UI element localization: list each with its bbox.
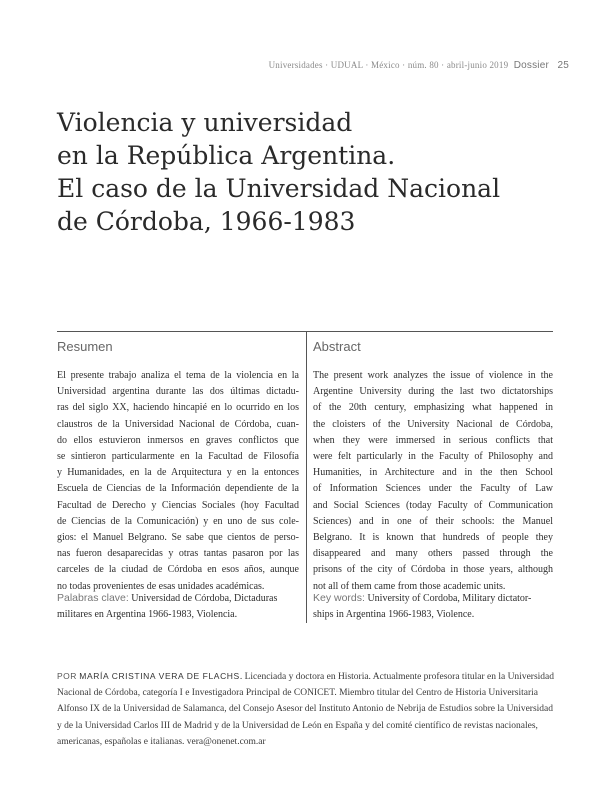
keywords-label: Palabras clave:: [57, 592, 129, 604]
abstract-columns: [57, 331, 553, 623]
text-line: carceles de la ciudad de Córdoba en esos años, aunque: [57, 564, 299, 576]
text-line: disappeared and many others passed through the: [313, 548, 553, 560]
text-line: El presente trabajo analiza el tema de la violencia en la: [57, 370, 299, 381]
keywords-text: militares en Argentina 1966-1983, Violencia.: [57, 609, 238, 621]
text-line: se sintieron particularmente en la Facultad de Filosofía: [57, 451, 299, 463]
palabras-clave: [57, 590, 299, 623]
keywords-line: [57, 590, 299, 607]
text-line: claustros de la Universidad Nacional de Córdoba, cuan-: [57, 418, 299, 430]
text-line: prisons of the city of Córdoba in those years, although: [313, 564, 553, 576]
title-line: Violencia y universidad: [57, 108, 353, 137]
top-rule: [57, 331, 553, 332]
text-line: Argentine University during the last two dictatorships: [313, 386, 553, 398]
text-line: were felt particularly in the Faculty of Philosophy and: [313, 451, 553, 463]
keywords-text: Universidad de Córdoba, Dictaduras: [131, 593, 278, 604]
title-line: El caso de la Universidad Nacional: [57, 174, 501, 203]
author-line: [57, 668, 553, 685]
abstract-text: [313, 368, 553, 595]
text-line: The present work analyzes the issue of violence in the: [313, 370, 553, 381]
column-divider: [306, 331, 307, 623]
journal-info: Universidades · UDUAL · México · núm. 80 · abril-junio 2019: [268, 60, 509, 70]
text-line: of Information Sciences under the Faculty of Law: [313, 483, 553, 495]
page-number: 25: [557, 60, 569, 71]
text-line: and Social Sciences (today Faculty of Communication: [313, 499, 553, 511]
keywords-label: Key words:: [313, 592, 365, 604]
text-line: no todas provenientes de esas unidades académicas.: [57, 580, 265, 592]
running-head: [269, 60, 569, 71]
text-line: not all of them came from those academic units.: [313, 580, 506, 592]
byline-prefix: POR: [57, 671, 77, 681]
text-line: do ellos estuvieron inmersos en graves conflictos que: [57, 434, 299, 446]
text-line: Escuela de Ciencias de la Información dependiente de la: [57, 483, 299, 495]
text-line: nas fueron desaparecidas y otras tantas pasaron por las: [57, 548, 299, 560]
text-line: of the 20th century, emphasizing what happened in: [313, 402, 553, 414]
author-bio-line: americanas, españolas e italianas. vera@onenet.com.ar: [57, 736, 266, 747]
author-bio-line: Nacional de Córdoba, categoría I e Investigadora Principal de CONICET. Miembro titular del Centro de Historia Universitaria: [57, 688, 539, 699]
text-line: Facultad de Derecho y Ciencias Sociales (hoy Facultad: [57, 499, 299, 511]
title-line: en la República Argentina.: [57, 141, 396, 170]
author-bio-line: Alfonso IX de la Universidad de Salamanca, del Consejo Asesor del Instituto Antonio de Nebrija de Estudios sobre la Universidad: [57, 704, 554, 715]
text-line: the cloisters of the University Nacional de Córdoba,: [313, 418, 553, 430]
resumen-text: [57, 368, 299, 595]
text-line: Universidad argentina durante las dos últimas dictadu-: [57, 386, 299, 398]
abstract-heading: Abstract: [313, 339, 361, 354]
text-line: y Humanidades, en la de Arquitectura y en la entonces: [57, 467, 299, 479]
text-line: Sciences) and in one of their schools: the Manuel: [313, 515, 553, 527]
text-line: when they were immersed in serious conflicts that: [313, 434, 553, 446]
author-note: [57, 668, 553, 750]
key-words: [313, 590, 553, 623]
section-label: Dossier: [513, 60, 550, 71]
author-name: MARÍA CRISTINA VERA DE FLACHS: [79, 671, 240, 681]
author-bio-line: y de la Universidad Carlos III de Madrid y de la Universidad de León en España y del comité científico de revistas nacionales,: [57, 720, 538, 731]
keywords-text: University of Cordoba, Military dictator-: [367, 593, 532, 604]
text-line: ras del siglo XX, haciendo hincapié en lo ocurrido en los: [57, 402, 299, 414]
text-line: Humanities, in Architecture and in the then School: [313, 467, 553, 479]
keywords-text: ships in Argentina 1966-1983, Violence.: [313, 609, 475, 621]
title-line: de Córdoba, 1966-1983: [57, 207, 356, 236]
resumen-heading: Resumen: [57, 339, 113, 354]
text-line: gios: el Manuel Belgrano. Se sabe que cientos de perso-: [57, 532, 299, 544]
author-bio: . Licenciada y doctora en Historia. Actualmente profesora titular en la Universidad: [239, 672, 555, 682]
text-line: Belgrano. It is known that hundreds of people they: [313, 532, 553, 544]
text-line: de Ciencias de la Comunicación) y en uno de sus cole-: [57, 515, 299, 527]
article-title: [57, 106, 567, 238]
keywords-line: [313, 590, 553, 607]
